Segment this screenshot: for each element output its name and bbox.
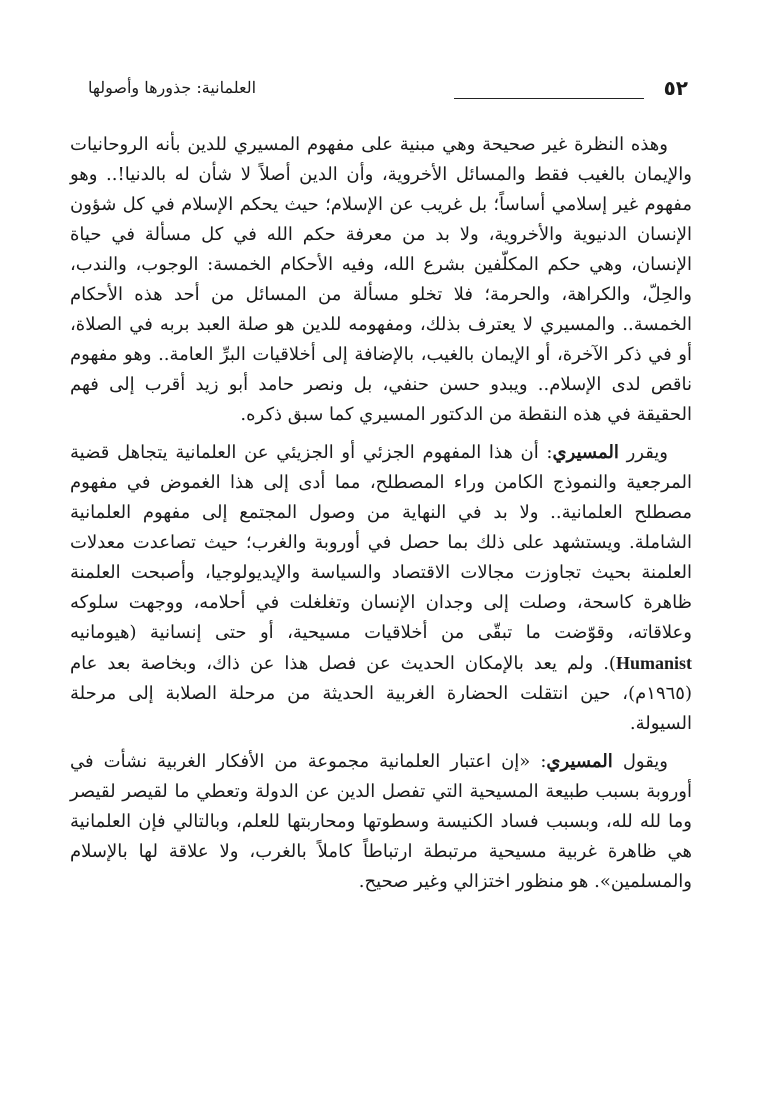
paragraph-3 (70, 747, 692, 897)
paragraph-3-lead: ويقول (612, 751, 669, 772)
author-name: المسيري (546, 751, 613, 772)
paragraph-3-text: : «إن اعتبار العلمانية مجموعة من الأفكار الغربية نشأت في أوروبة بسبب طبيعة المسيحية التي تفصل الدين عن الدولة وتعطي ما لقيصر لقيصر وما لله لله، وبسبب فساد الكنيسة وسطوتها ومحاربتها للعلم، وبالتالي فإن العلمانية هي ظاهرة غربية مسيحية مرتبطة ارتباطاً كاملاً بالغرب، ولا علاقة لها بالإسلام والمسلمين». هو منظور اختزالي وغير صحيح. (70, 751, 692, 892)
body-text (70, 130, 692, 905)
page-header (88, 76, 688, 104)
paragraph-2-lead: ويقرر (618, 442, 668, 463)
paragraph-2-text-end: ). ولم يعد بالإمكان الحديث عن فصل هذا عن ذاك، وبخاصة بعد عام (١٩٦٥م)، حين انتقلت الحضارة الغربية الحديثة من مرحلة الصلابة إلى مرحلة السيولة. (70, 653, 692, 734)
paragraph-2 (70, 438, 692, 739)
header-rule (454, 98, 644, 99)
running-title: العلمانية: جذورها وأصولها (88, 78, 257, 97)
page-number: ٥٢ (663, 76, 688, 100)
paragraph-2-text: : أن هذا المفهوم الجزئي أو الجزيئي عن العلمانية يتجاهل قضية المرجعية والنموذج الكامن وراء المصطلح، مما أدى إلى هذا الغموض في مفهوم مصطلح العلمانية.. ولا بد في النهاية من وصول المجتمع إلى مفهوم العلمانية الشاملة. ويستشهد على ذلك بما حصل في أوروبة والغرب؛ حيث تصاعدت معدلات العلمنة بحيث تجاوزت مجالات الاقتصاد والسياسة والإيديولوجيا، وأصبحت العلمنة ظاهرة كاسحة، وصلت إلى وجدان الإنسان وتغلغلت في أحلامه، ووجهت سلوكه وعلاقاته، وقوّضت ما تبقّى من أخلاقيات مسيحية، أو حتى إنسانية (هيومانيه (70, 442, 692, 643)
author-name: المسيري (552, 442, 619, 463)
latin-term: Humanist (615, 653, 692, 673)
paragraph-1: وهذه النظرة غير صحيحة وهي مبنية على مفهوم المسيري للدين بأنه الروحانيات والإيمان بالغيب فقط والمسائل الأخروية، وأن الدين أصلاً لا شأن له بالدنيا!.. وهو مفهوم غير إسلامي أساساً؛ بل غريب عن الإسلام؛ حيث يحكم الإسلام في كل شؤون الإنسان الدنيوية والأخروية، ولا بد من معرفة حكم الله في كل مسألة في حياة الإنسان، وهي حكم المكلّفين بشرع الله، وفيه الأحكام الخمسة: الوجوب، والندب، والحِلّ، والكراهة، والحرمة؛ فلا تخلو مسألة من المسائل من أحد هذه الأحكام الخمسة.. والمسيري لا يعترف بذلك، ومفهومه للدين هو صلة العبد بربه في الصلاة، أو في ذكر الآخرة، أو الإيمان بالغيب، بالإضافة إلى أخلاقيات البرِّ العامة.. وهو مفهوم ناقص لدى الإسلام.. ويبدو حسن حنفي، بل ونصر حامد أبو زيد أقرب إلى فهم الحقيقة في هذه النقطة من الدكتور المسيري كما سبق ذكره. (70, 134, 692, 425)
